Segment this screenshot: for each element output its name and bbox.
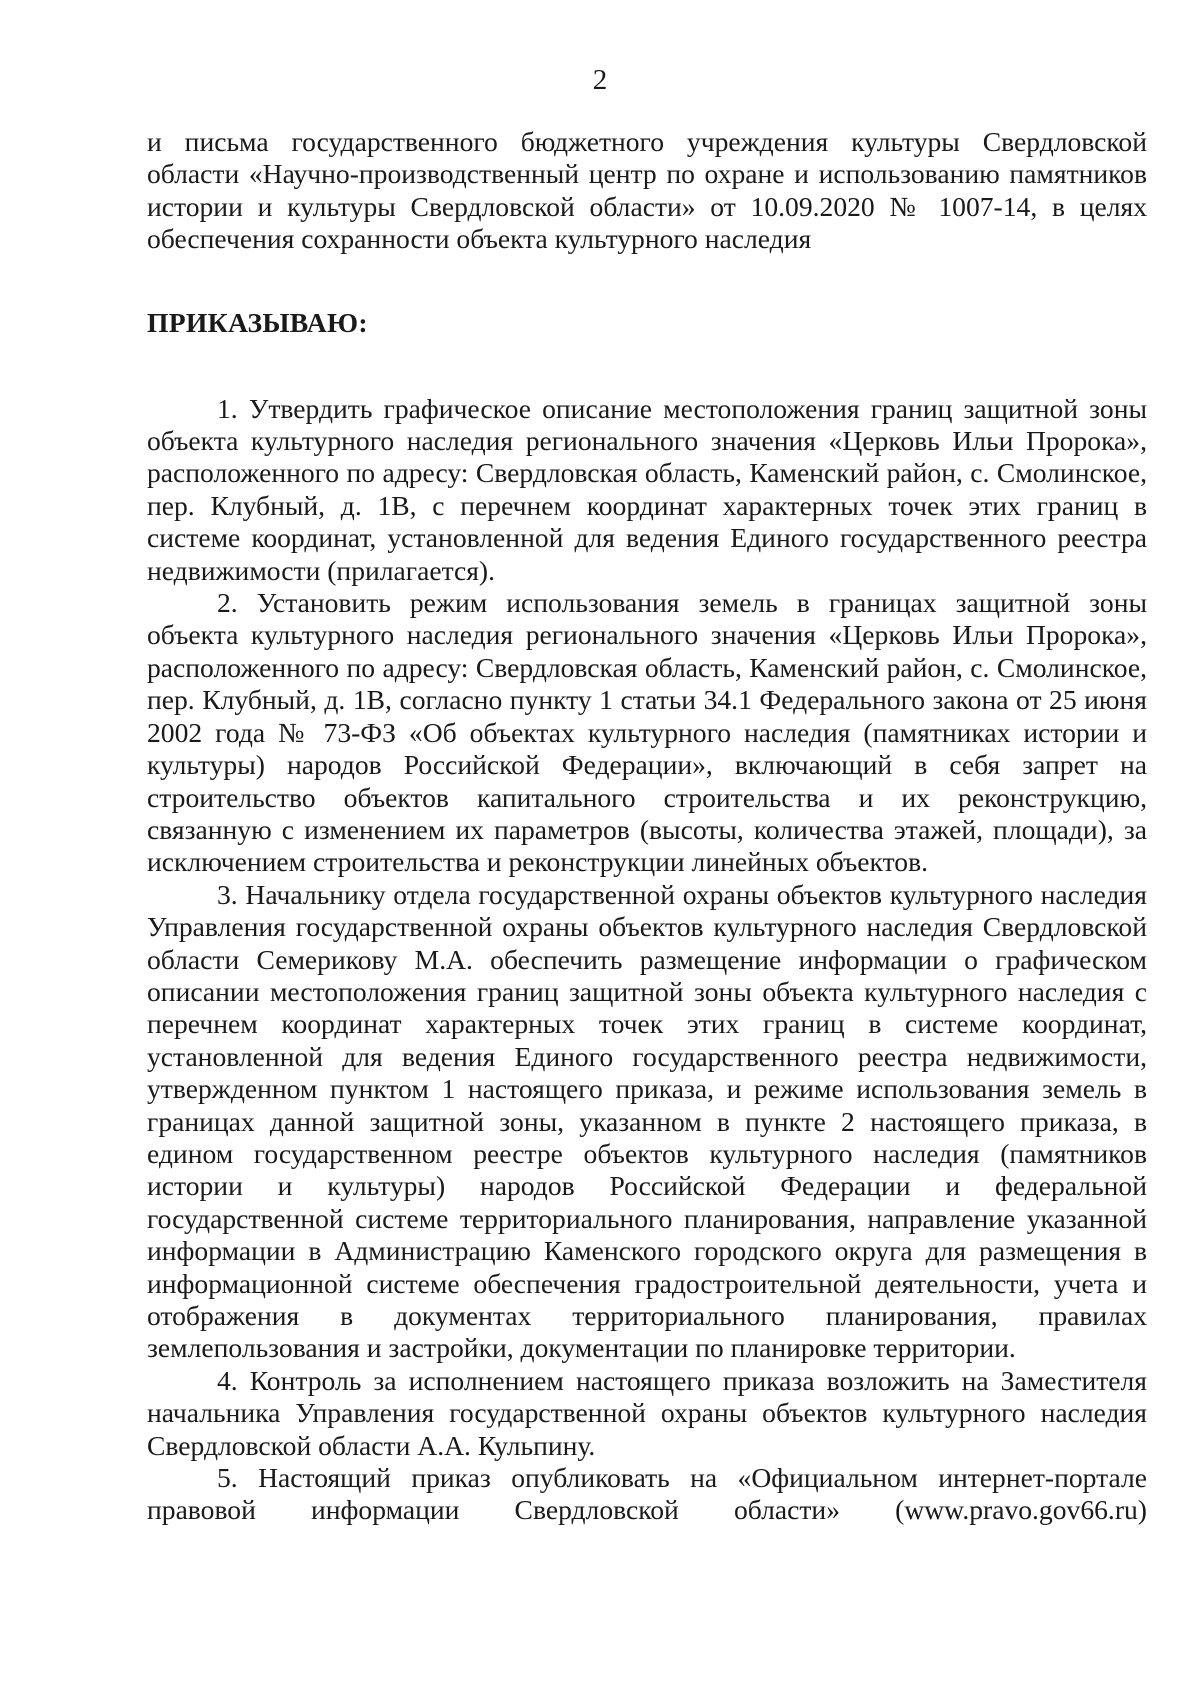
order-item-4: 4. Контроль за исполнением настоящего приказа возложить на Заместителя начальника Управления государственной охраны объектов культурного наследия Свердловской области А.А. Кульпину. [147,1364,1147,1461]
order-item-2: 2. Установить режим использования земель в границах защитной зоны объекта культурного наследия регионального значения «Церковь Ильи Пророка», расположенного по адресу: Свердловская область, Каменский район, с. Смолинское, пер. Клубный, д. 1В, согласно пункту 1 статьи 34.1 Федерального закона от 25 июня 2002 года № 73-ФЗ «Об объектах культурного наследия (памятниках истории и культуры) народов Российской Федерации», включающий в себя запрет на строительство объектов капитального строительства и их реконструкцию, связанную с изменением их параметров (высоты, количества этажей, площади), за исключением строительства и реконструкции линейных объектов. [147,587,1147,878]
order-heading: ПРИКАЗЫВАЮ: [147,306,368,338]
intro-paragraph: и письма государственного бюджетного учреждения культуры Свердловской области «Научно-производственный центр по охране и использованию памятников истории и культуры Свердловской области» от 10.09.2020 № 1007-14, в целях обеспечения сохранности объекта культурного наследия [147,126,1147,255]
page-number: 2 [592,64,608,96]
document-body [147,126,1147,1527]
order-item-3: 3. Начальнику отдела государственной охраны объектов культурного наследия Управления государственной охраны объектов культурного наследия Свердловской области Семерикову М.А. обеспечить размещение информации о графическом описании местоположения границ защитной зоны объекта культурного наследия с перечнем координат характерных точек этих границ в системе координат, установленной для ведения Единого государственного реестра недвижимости, утвержденном пунктом 1 настоящего приказа, и режиме использования земель в границах данной защитной зоны, указанном в пункте 2 настоящего приказа, в едином государственном реестре объектов культурного наследия (памятников истории и культуры) народов Российской Федерации и федеральной государственной системе территориального планирования, направление указанной информации в Администрацию Каменского городского округа для размещения в информационной системе обеспечения градостроительной деятельности, учета и отображения в документах территориального планирования, правилах землепользования и застройки, документации по планировке территории. [147,878,1147,1364]
order-item-5: 5. Настоящий приказ опубликовать на «Официальном интернет-портале правовой информации Свердловской области» (www.pravo.gov66.ru) [147,1462,1147,1526]
order-item-1: 1. Утвердить графическое описание местоположения границ защитной зоны объекта культурного наследия регионального значения «Церковь Ильи Пророка», расположенного по адресу: Свердловская область, Каменский район, с. Смолинское, пер. Клубный, д. 1В, с перечнем координат характерных точек этих границ в системе координат, установленной для ведения Единого государственного реестра недвижимости (прилагается). [147,392,1147,586]
